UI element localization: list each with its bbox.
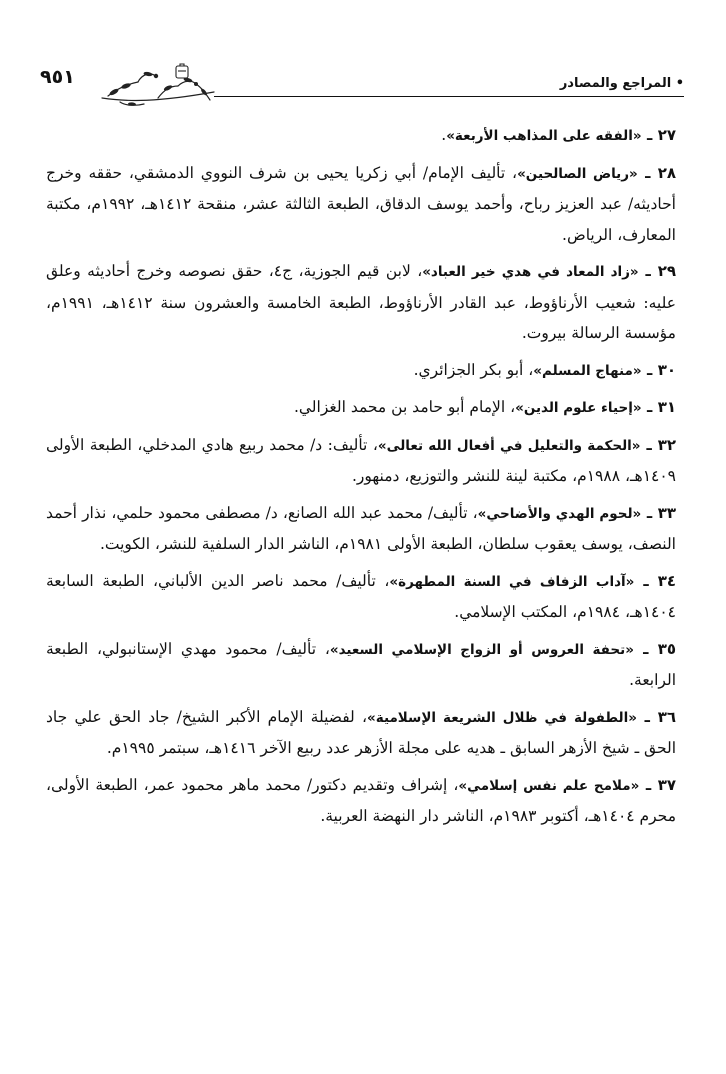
- entry-text: ، لفضيلة الإمام الأكبر الشيخ/ جاد الحق علي جاد الحق ـ شيخ الأزهر السابق ـ هديه على مجلة الأزهر عدد ربيع الآخر ١٤١٦هـ، سبتمر ١٩٩٥م.: [46, 707, 676, 757]
- reference-entry: ٣٤ ـ «آداب الزفاف في السنة المطهرة»، تأليف/ محمد ناصر الدين الألباني، الطبعة السابعة ١٤٠٤هـ، ١٩٨٤م، المكتب الإسلامي.: [46, 571, 676, 621]
- reference-entry: ٣٦ ـ «الطفولة في ظلال الشريعة الإسلامية»، لفضيلة الإمام الأكبر الشيخ/ جاد الحق علي جاد الحق ـ شيخ الأزهر السابق ـ هديه على مجلة الأزهر عدد ربيع الآخر ١٤١٦هـ، سبتمر ١٩٩٥م.: [46, 707, 677, 757]
- reference-entry: ٣٢ ـ «الحكمة والتعليل في أفعال الله تعالى»، تأليف: د/ محمد ربيع هادي المدخلي، الطبعة الأولى ١٤٠٩هـ، ١٩٨٨م، مكتبة لينة للنشر والتوزيع، دمنهور.: [46, 435, 676, 485]
- entry-number: ٣٤: [657, 571, 676, 590]
- entry-text: ، تأليف/ محمود مهدي الإستانبولي، الطبعة الرابعة.: [46, 639, 676, 689]
- reference-entry: ٣١ ـ «إحياء علوم الدين»، الإمام أبو حامد بن محمد الغزالي.: [293, 398, 676, 416]
- entry-title: «الحكمة والتعليل في أفعال الله تعالى»: [377, 437, 641, 454]
- entry-title: «الفقه على المذاهب الأربعة»: [446, 128, 642, 144]
- reference-entry: ٣٠ ـ «منهاج المسلم»، أبو بكر الجزائري.: [413, 360, 676, 379]
- reference-entry: ٣٧ ـ «ملامح علم نفس إسلامي»، إشراف وتقديم دكتور/ محمد ماهر محمود عمر، الطبعة الأولى، محرم ١٤٠٤هـ، أكتوبر ١٩٨٣م، الناشر دار النهضة العربية.: [46, 775, 676, 825]
- entry-title: «ملامح علم نفس إسلامي»: [458, 777, 640, 794]
- entry-title: «آداب الزفاف في السنة المطهرة»: [389, 573, 635, 590]
- entry-title: «الطفولة في ظلال الشريعة الإسلامية»: [367, 709, 637, 726]
- header-rule: [214, 96, 684, 97]
- entry-number: ٣١: [657, 398, 676, 416]
- entry-number: ٣٠: [657, 360, 676, 379]
- reference-entry: ٢٨ ـ «رياض الصالحين»، تأليف الإمام/ أبي زكريا يحيى بن شرف النووي الدمشقي، حققه وخرج أحاديثه/ عبد العزيز رباح، وأحمد يوسف الدقاق، الطبعة الثالثة عشر، منقحة ١٤١٢هـ، ١٩٩٢م، مكتبة المعارف، الرياض.: [46, 163, 677, 244]
- entry-number: ٢٩: [657, 262, 677, 280]
- entry-title: «تحفة العروس أو الزواج الإسلامي السعيد»: [329, 641, 634, 658]
- reference-entry: ٢٩ ـ «زاد المعاد في هدي خير العباد»، لابن قيم الجوزية، ج٤، حقق نصوصه وخرج أحاديثه وعلق عليه: شعيب الأرناؤوط، عبد القادر الأرناؤوط، الطبعة الخامسة والعشرون سنة ١٤١٢هـ، ١٩٩١م، مؤسسة الرسالة بيروت.: [46, 262, 677, 342]
- entry-text: ، أبو بكر الجزائري.: [413, 360, 534, 379]
- entry-number: ٢٧: [657, 126, 676, 144]
- entry-number: ٣٣: [657, 503, 676, 522]
- entry-text: ، الإمام أبو حامد بن محمد الغزالي.: [293, 398, 516, 416]
- entry-number: ٣٦: [657, 707, 677, 726]
- entry-number: ٢٨: [657, 163, 677, 182]
- reference-list: [46, 120, 676, 838]
- entry-title: «رياض الصالحين»: [517, 165, 638, 182]
- floral-ornament-icon: [98, 62, 218, 108]
- page-header: [40, 62, 684, 112]
- page-number: ٩٥١: [40, 66, 75, 88]
- entry-title: «لحوم الهدي والأضاحي»: [477, 505, 642, 522]
- entry-title: «إحياء علوم الدين»: [515, 400, 642, 416]
- reference-entry: ٣٥ ـ «تحفة العروس أو الزواج الإسلامي السعيد»، تأليف/ محمود مهدي الإستانبولي، الطبعة الرابعة.: [46, 639, 677, 689]
- entry-number: ٣٧: [657, 775, 676, 794]
- running-head: • المراجع والمصادر: [559, 76, 684, 91]
- reference-entry: ٣٣ ـ «لحوم الهدي والأضاحي»، تأليف/ محمد عبد الله الصانع، د/ مصطفى محمود حلمي، نذار أحمد النصف، يوسف يعقوب سلطان، الطبعة الأولى ١٩٨١م، الناشر الدار السلفية للنشر، الكويت.: [46, 503, 676, 553]
- reference-entry: ٢٧ ـ «الفقه على المذاهب الأربعة».: [441, 126, 676, 144]
- entry-text: ، تأليف/ محمد ناصر الدين الألباني، الطبعة السابعة ١٤٠٤هـ، ١٩٨٤م، المكتب الإسلامي.: [46, 571, 676, 621]
- entry-number: ٣٥: [657, 639, 677, 658]
- entry-text: .: [441, 126, 447, 144]
- entry-text: ، تأليف الإمام/ أبي زكريا يحيى بن شرف النووي الدمشقي، حققه وخرج أحاديثه/ عبد العزيز رباح، وأحمد يوسف الدقاق، الطبعة الثالثة عشر، منقحة ١٤١٢هـ، ١٩٩٢م، مكتبة المعارف، الرياض.: [46, 163, 676, 244]
- entry-text: ، تأليف: د/ محمد ربيع هادي المدخلي، الطبعة الأولى ١٤٠٩هـ، ١٩٨٨م، مكتبة لينة للنشر والتوزيع، دمنهور.: [46, 435, 676, 485]
- entry-text: ، إشراف وتقديم دكتور/ محمد ماهر محمود عمر، الطبعة الأولى، محرم ١٤٠٤هـ، أكتوبر ١٩٨٣م، الناشر دار النهضة العربية.: [46, 775, 676, 825]
- entry-text: ، لابن قيم الجوزية، ج٤، حقق نصوصه وخرج أحاديثه وعلق عليه: شعيب الأرناؤوط، عبد القادر الأرناؤوط، الطبعة الخامسة والعشرون سنة ١٤١٢هـ، ١٩٩١م، مؤسسة الرسالة بيروت.: [46, 262, 676, 342]
- entry-number: ٣٢: [657, 435, 676, 454]
- entry-title: «منهاج المسلم»: [533, 362, 642, 379]
- entry-title: «زاد المعاد في هدي خير العباد»: [422, 264, 639, 280]
- entry-text: ، تأليف/ محمد عبد الله الصانع، د/ مصطفى محمود حلمي، نذار أحمد النصف، يوسف يعقوب سلطان، الطبعة الأولى ١٩٨١م، الناشر الدار السلفية للنشر، الكويت.: [46, 503, 676, 553]
